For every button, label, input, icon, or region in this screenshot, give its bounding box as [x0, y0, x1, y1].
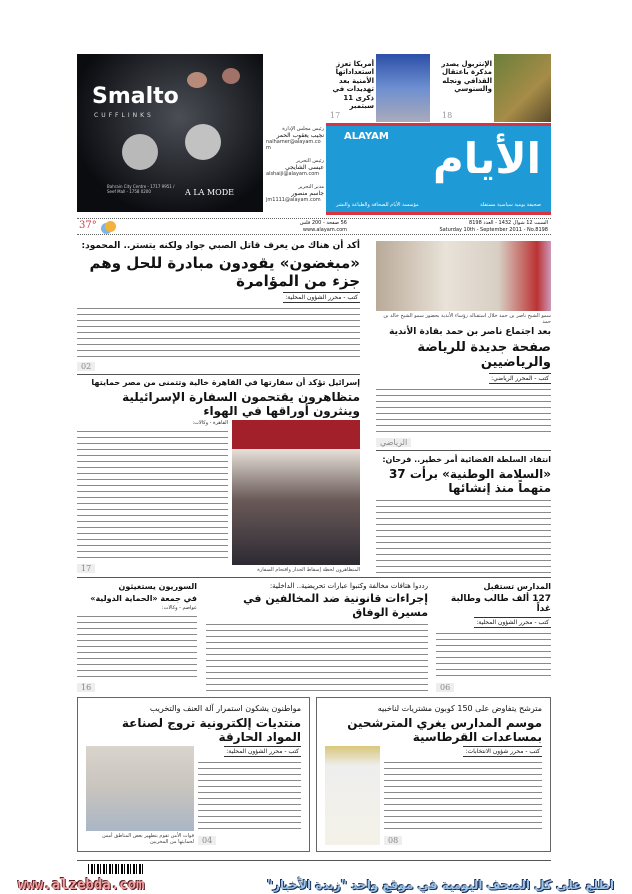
editor-name: نجيب يعقوب الحمر	[276, 132, 324, 139]
lead-byline: كتب - محرر الشؤون المحلية:	[285, 293, 358, 301]
cufflink-image	[122, 134, 158, 170]
dateline-bar	[77, 218, 551, 235]
forums-headline[interactable]: منتديات إلكترونية تروج لصناعة المواد الحارقة	[121, 715, 301, 744]
candidate-byline: كتب - محرر شؤون الانتخابات:	[465, 748, 540, 756]
syria-headline[interactable]: في جمعة «الحماية الدولية»	[90, 593, 197, 603]
masthead-tagline: صحيفة يومية سياسية مستقلة	[480, 202, 541, 208]
ad-shop: A LA MODE	[185, 188, 234, 197]
divider	[376, 450, 551, 451]
schools-kicker: المدارس تستقبل	[483, 582, 551, 591]
divider	[77, 860, 551, 861]
teaser-page: 17	[330, 111, 341, 120]
page-ref[interactable]: 08	[384, 836, 402, 845]
editor-role: رئيس التحرير	[296, 158, 324, 164]
lead-body	[77, 305, 360, 360]
pages-price: 56 صفحة - 200 فلس	[299, 220, 347, 226]
schools-body	[436, 630, 551, 681]
sports-story	[376, 241, 551, 447]
sports-caption: سمو الشيخ ناصر بن حمد خلال استقباله رؤساء الأندية بحضور سمو الشيخ خالد بن حمد	[383, 313, 551, 325]
sports-kicker: بعد اجتماع ناصر بن حمد بقادة الأندية	[389, 327, 551, 337]
lead-story	[77, 241, 360, 371]
ad-brand: Smalto	[92, 84, 179, 109]
wefaq-headline[interactable]: إجراءات قانونية ضد المخالفين في مسيرة الوفاق	[243, 592, 428, 619]
lead-headline[interactable]: «مبغضون» يقودون مبادرة للحل وهم جزء من المؤامرة	[89, 253, 360, 290]
forums-byline: كتب - محرر الشؤون المحلية:	[226, 748, 299, 756]
teaser-911[interactable]: أمريكا تعزز استعداداتها الأمنية بعد تهديدات في ذكرى 11 سبتمبر	[332, 60, 374, 110]
editor-name: جاسم منصور	[291, 190, 324, 197]
editor-role: رئيس مجلس الإدارة	[282, 126, 324, 132]
sports-photo	[376, 241, 551, 311]
forums-caption: قوات الأمن تقوم بتطهير بعض المناطق أمس لحمايتها من المخربين	[102, 833, 194, 845]
wefaq-body	[206, 621, 428, 692]
salama-story	[376, 455, 551, 573]
cufflink-image	[185, 124, 221, 160]
banner-url[interactable]: www.alzebda.com	[18, 877, 145, 893]
cartoon	[325, 746, 380, 845]
masthead-latin: ALAYAM	[344, 131, 389, 142]
embassy-kicker: إسرائيل تؤكد أن سفارتها في القاهرة خالية وتتمنى من مصر حمايتها	[91, 378, 360, 387]
sports-tag[interactable]: الرياضي	[376, 438, 411, 447]
schools-story	[436, 582, 551, 692]
ad-subtitle: CUFFLINKS	[94, 112, 154, 119]
wefaq-story	[206, 582, 428, 692]
forums-box	[77, 697, 310, 852]
sports-headline[interactable]: صفحة جديدة للرياضة والرياضيين	[417, 339, 551, 371]
teaser-photo-gaddafi	[494, 54, 551, 122]
syria-dateline: عواصم - وكالات:	[161, 605, 197, 612]
schools-byline: كتب - محرر الشؤون المحلية:	[476, 619, 549, 627]
embassy-photo	[232, 420, 360, 565]
teaser-interpol[interactable]: الإنتربول يصدر مذكرة باعتقال القذافي ونجله والسنوسي	[441, 60, 492, 94]
cufflink-image	[187, 72, 207, 88]
website[interactable]: www.alayam.com	[302, 227, 347, 233]
sports-byline: كتب - المحرر الرياضي:	[491, 374, 549, 382]
divider	[77, 577, 551, 578]
temperature: 37°	[79, 220, 97, 231]
candidate-box	[316, 697, 551, 852]
editors-box	[266, 126, 324, 203]
embassy-caption: المتظاهرون لحظة إسقاط الجدار واقتحام السفارة	[257, 567, 360, 573]
barcode	[88, 864, 143, 874]
editor-email[interactable]: alshaiji@alayam.com	[266, 171, 320, 177]
page-ref[interactable]: 16	[77, 683, 95, 692]
candidate-kicker: مترشح يتفاوض على 150 كوبون مشتريات لناخبيه	[377, 704, 542, 713]
date-arabic: السبت 12 شوال 1432 - العدد 8198	[469, 220, 548, 226]
editor-name: عيسى الشايجي	[285, 164, 324, 171]
divider	[77, 374, 360, 375]
date-english: Saturday 10th - September 2011 - No.8198	[439, 227, 548, 233]
wefaq-kicker: رددوا هتافات مخالفة وكتبوا عبارات تحريضية.. الداخلية:	[269, 582, 428, 590]
page-ref[interactable]: 02	[77, 362, 95, 371]
forums-kicker: مواطنون يشكون استمرار آلة العنف والتخريب	[149, 704, 301, 713]
candidate-headline[interactable]: موسم المدارس يغري المترشحين بمساعدات القرطاسية	[347, 715, 542, 744]
schools-headline[interactable]: 127 ألف طالب وطالبة غداً	[450, 593, 551, 615]
promo-banner[interactable]	[0, 877, 632, 894]
sports-body	[376, 386, 551, 436]
masthead-tagline: مؤسسة الأيام للصحافة والطباعة والنشر	[336, 202, 419, 208]
syria-kicker: السوريون يستغيثون	[118, 582, 197, 591]
lead-kicker: أكد أن هناك من يعرف قاتل الصبي جواد ولكنه يتستر.. المحمود:	[81, 241, 360, 251]
banner-text: اطلع على كل الصحف اليومية في موقع واحد "زبدة الأخبار"	[266, 878, 614, 892]
salama-headline[interactable]: «السلامة الوطنية» برأت 37 متهماً منذ إنشائها	[388, 466, 551, 495]
ad-stores: Bahrain City Centre - 1717 9951 / Seef Mall - 1758 0200	[107, 184, 175, 194]
page-ref[interactable]: 04	[198, 836, 216, 845]
embassy-story	[77, 378, 360, 573]
cufflinks-ad[interactable]	[77, 54, 263, 212]
embassy-dateline: القاهرة - وكالات:	[192, 420, 228, 427]
masthead-logo: الأيام	[433, 134, 541, 183]
salama-body	[376, 497, 551, 573]
syria-body	[77, 613, 197, 681]
forums-body	[198, 759, 301, 834]
weather-icon	[105, 221, 116, 232]
forums-photo	[86, 746, 194, 831]
candidate-body	[384, 759, 542, 834]
page-ref[interactable]: 06	[436, 683, 454, 692]
embassy-body	[77, 428, 228, 562]
page-ref[interactable]: 17	[77, 564, 95, 573]
editor-role: مدير التحرير	[298, 184, 324, 190]
editor-email[interactable]: nalhamer@alayam.com	[266, 139, 321, 151]
teaser-page: 18	[442, 111, 453, 120]
embassy-headline[interactable]: متظاهرون يقتحمون السفارة الإسرائيلية وينثرون أوراقها في الهواء	[122, 389, 360, 418]
teaser-photo-towers	[376, 54, 430, 122]
editor-email[interactable]: jm1111@alayam.com	[266, 197, 321, 203]
cufflink-image	[222, 68, 240, 84]
masthead	[326, 123, 551, 215]
syria-story	[77, 582, 197, 692]
salama-kicker: انتقاد السلطة القضائية أمر خطير.. فرحان:	[382, 455, 551, 464]
